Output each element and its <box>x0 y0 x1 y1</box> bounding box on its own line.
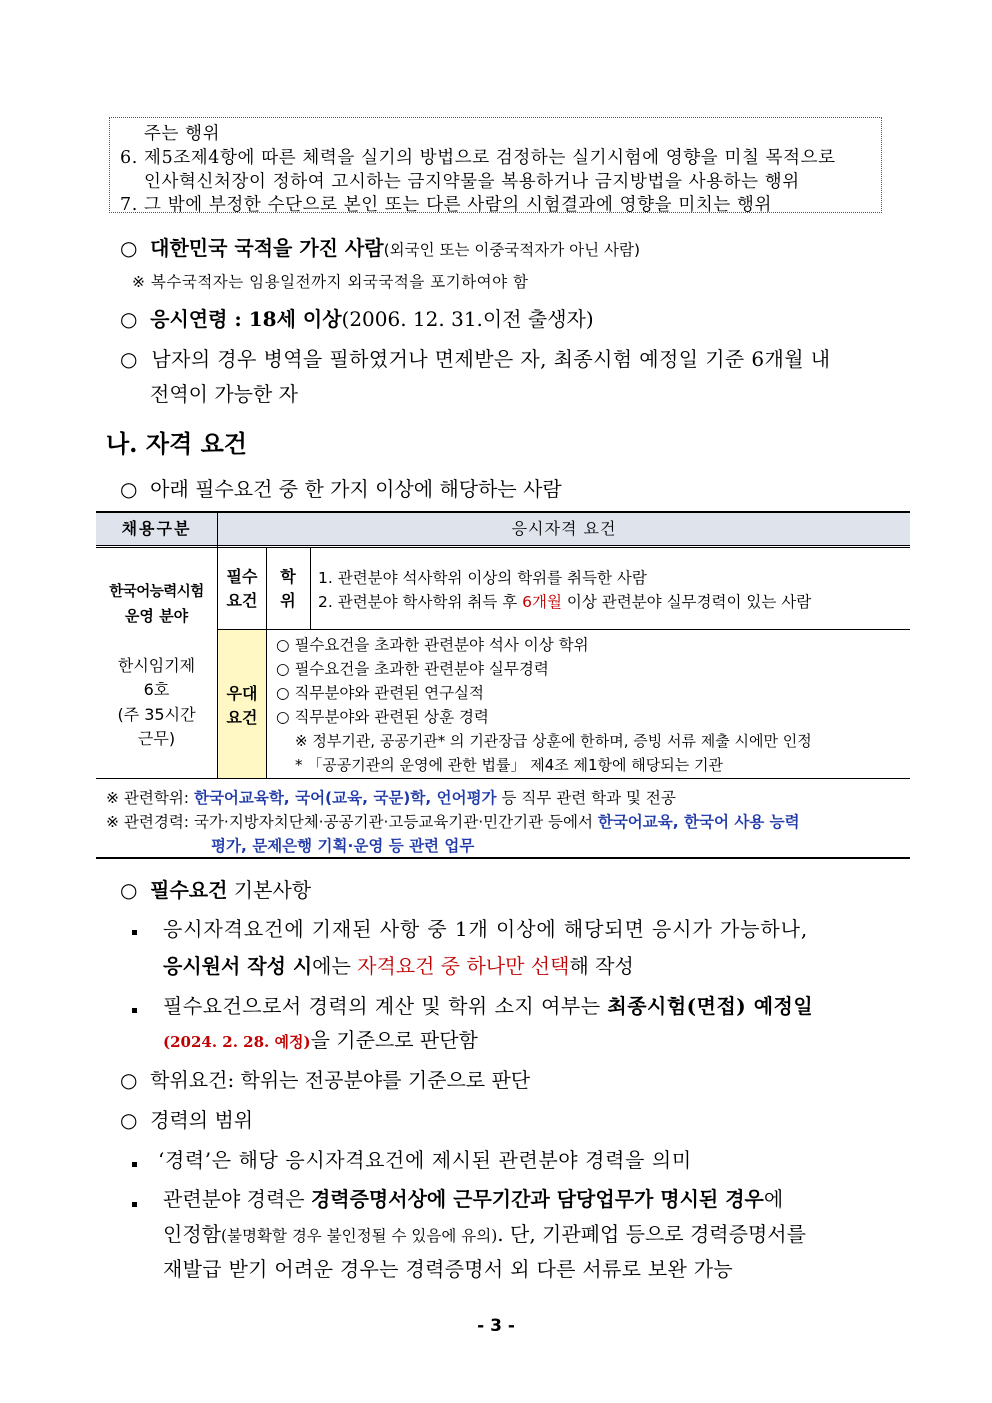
row-divider <box>218 629 910 630</box>
box-line-3: 인사혁신처장이 정하여 고시하는 금지약물을 복용하거나 금지방법을 사용하는 행위 <box>144 172 800 192</box>
c2-line2-b: . 단, 기관폐업 등으로 경력증명서를 <box>497 1222 806 1246</box>
required-label-2: 요건 <box>226 591 258 610</box>
table-top-border <box>96 511 910 513</box>
intro-text: 아래 필수요건 중 한 가지 이상에 해당하는 사람 <box>150 477 562 501</box>
basics-title <box>120 874 311 903</box>
age-item <box>120 303 594 332</box>
nationality-small: (외국인 또는 이중국적자가 아닌 사람) <box>383 241 640 259</box>
category-line3: 한시임기제 <box>117 656 196 675</box>
b1-mid: 에는 <box>312 954 358 978</box>
preferred-item-4: ○ 직무분야와 관련된 상훈 경력 <box>276 708 489 726</box>
category-line6: 근무) <box>137 729 176 748</box>
basics-b2-line2 <box>163 1024 478 1053</box>
table-header-border <box>96 545 910 548</box>
degree-note-suffix: 등 직무 관련 학과 및 전공 <box>496 789 676 807</box>
basics-title-bold: 필수요건 <box>150 878 228 902</box>
req-item2-red: 6개월 <box>522 593 562 611</box>
circle-bullet: ○ <box>120 347 138 371</box>
square-bullet-3 <box>132 1154 137 1173</box>
table-bottom-border <box>96 778 910 779</box>
box-line-2: 6. 제5조제4항에 따른 체력을 실기의 방법으로 검정하는 실기시험에 영향을 미칠 목적으로 <box>120 148 836 168</box>
career-scope-c2-line1 <box>163 1183 783 1212</box>
degree-note-prefix: ※ 관련학위: <box>106 789 194 807</box>
nationality-bold: 대한민국 국적을 가진 사람 <box>150 236 384 260</box>
page-number: - 3 - <box>477 1316 515 1336</box>
category-line4: 6호 <box>143 680 170 699</box>
career-scope-title <box>120 1104 253 1133</box>
b1-end: 해 작성 <box>569 954 634 978</box>
basics-title-rest: 기본사항 <box>227 878 312 902</box>
notes-bottom-border <box>96 857 910 859</box>
preferred-label-2: 요건 <box>226 708 258 727</box>
category-line5: (주 35시간 <box>117 705 196 724</box>
preferred-note-1: ※ 정부기관, 공공기관* 의 기관장급 상훈에 한하며, 증빙 서류 제출 시에만 인정 <box>295 732 812 750</box>
square-bullet-1 <box>132 922 137 941</box>
category-line2: 운영 분야 <box>124 607 189 625</box>
career-note-blue2: 평가, 문제은행 기획·운영 등 관련 업무 <box>211 837 475 855</box>
circle-bullet: ○ <box>120 878 138 902</box>
preferred-item-3: ○ 직무분야와 관련된 연구실적 <box>276 684 484 702</box>
military-line1: 남자의 경우 병역을 필하였거나 면제받은 자, 최종시험 예정일 기준 6개월 내 <box>151 347 831 371</box>
preferred-note-2: * 「공공기관의 운영에 관한 법률」 제4조 제1항에 해당되는 기관 <box>295 756 724 774</box>
required-item-2 <box>318 590 811 612</box>
c2-a: 관련분야 경력은 <box>163 1187 311 1211</box>
basics-b1-line1: 응시자격요건에 기재된 사항 중 1개 이상에 해당되면 응시가 가능하나, <box>163 917 809 941</box>
c2-bold: 경력증명서상에 근무기간과 담당업무가 명시된 경우 <box>310 1187 764 1211</box>
degree-label-1: 학 <box>280 567 296 586</box>
category-line1: 한국어능력시험 <box>109 584 204 600</box>
circle-bullet: ○ <box>120 477 138 501</box>
military-item <box>120 343 830 372</box>
b2-bold: 최종시험(면접) 예정일 <box>607 994 814 1018</box>
box-line-4: 7. 그 밖에 부정한 수단으로 본인 또는 다른 사람의 시험결과에 영향을 미치는 행위 <box>120 195 773 215</box>
section-heading: 나. 자격 요건 <box>106 429 247 458</box>
nationality-item <box>120 232 640 261</box>
circle-bullet: ○ <box>120 1108 138 1132</box>
c2-b: 에 <box>763 1187 784 1211</box>
header-category: 채용구분 <box>121 519 192 538</box>
req-item2-b: 이상 관련분야 실무경력이 있는 사람 <box>561 593 812 611</box>
col-divider-1 <box>217 512 218 778</box>
degree-requirement <box>120 1064 530 1093</box>
basics-b1-line2 <box>163 950 634 979</box>
b2-a: 필수요건으로서 경력의 계산 및 학위 소지 여부는 <box>163 994 608 1018</box>
header-requirements: 응시자격 요건 <box>511 519 617 538</box>
career-scope-c2-line2 <box>163 1218 806 1247</box>
section-intro <box>120 473 562 502</box>
career-scope-c1: ‘경력’은 해당 응시자격요건에 제시된 관련분야 경력을 의미 <box>158 1148 692 1172</box>
req-item2-a: 2. 관련분야 학사학위 취득 후 <box>318 593 523 611</box>
b2-end: 을 기준으로 판단함 <box>310 1028 478 1052</box>
b2-red: (2024. 2. 28. 예정) <box>163 1033 311 1051</box>
box-line-1: 주는 행위 <box>144 124 221 144</box>
prohibited-acts-box <box>109 117 882 213</box>
career-note-blue1: 한국어교육, 한국어 사용 능력 <box>597 813 800 831</box>
dual-nationality-note: ※ 복수국적자는 임용일전까지 외국국적을 포기하여야 함 <box>132 273 529 291</box>
related-career-note <box>106 810 800 832</box>
col-divider-3 <box>310 548 311 629</box>
preferred-item-1: ○ 필수요건을 초과한 관련분야 석사 이상 학위 <box>276 636 589 654</box>
military-line2: 전역이 가능한 자 <box>150 382 298 406</box>
b1-bold: 응시원서 작성 시 <box>163 954 313 978</box>
required-label-1: 필수 <box>226 567 258 586</box>
age-bold: 응시연령 : 18세 이상 <box>150 307 342 331</box>
preferred-item-2: ○ 필수요건을 초과한 관련분야 실무경력 <box>276 660 549 678</box>
c2-line2-small: (불명확할 경우 불인정될 수 있음에 유의) <box>220 1227 498 1245</box>
b1-red: 자격요건 중 하나만 선택 <box>357 954 570 978</box>
basics-b2-line1 <box>163 990 813 1019</box>
career-scope-title-text: 경력의 범위 <box>150 1108 254 1132</box>
career-note-prefix: ※ 관련경력: 국가·지방자치단체·공공기관·고등교육기관·민간기관 등에서 <box>106 813 598 831</box>
related-degree-note <box>106 786 676 808</box>
circle-bullet: ○ <box>120 307 138 331</box>
circle-bullet: ○ <box>120 236 138 260</box>
c2-line2-a: 인정함 <box>163 1222 221 1246</box>
career-scope-c2-line3: 재발급 받기 어려운 경우는 경력증명서 외 다른 서류로 보완 가능 <box>163 1257 734 1281</box>
square-bullet-2 <box>132 1000 137 1019</box>
preferred-label-1: 우대 <box>226 684 258 703</box>
age-rest: (2006. 12. 31.이전 출생자) <box>341 307 594 331</box>
degree-label-2: 위 <box>280 591 296 610</box>
degree-requirement-text: 학위요건: 학위는 전공분야를 기준으로 판단 <box>150 1068 531 1092</box>
degree-note-blue: 한국어교육학, 국어(교육, 국문)학, 언어평가 <box>193 789 497 807</box>
required-item-1: 1. 관련분야 석사학위 이상의 학위를 취득한 사람 <box>318 569 647 587</box>
circle-bullet: ○ <box>120 1068 138 1092</box>
square-bullet-4 <box>132 1194 137 1213</box>
